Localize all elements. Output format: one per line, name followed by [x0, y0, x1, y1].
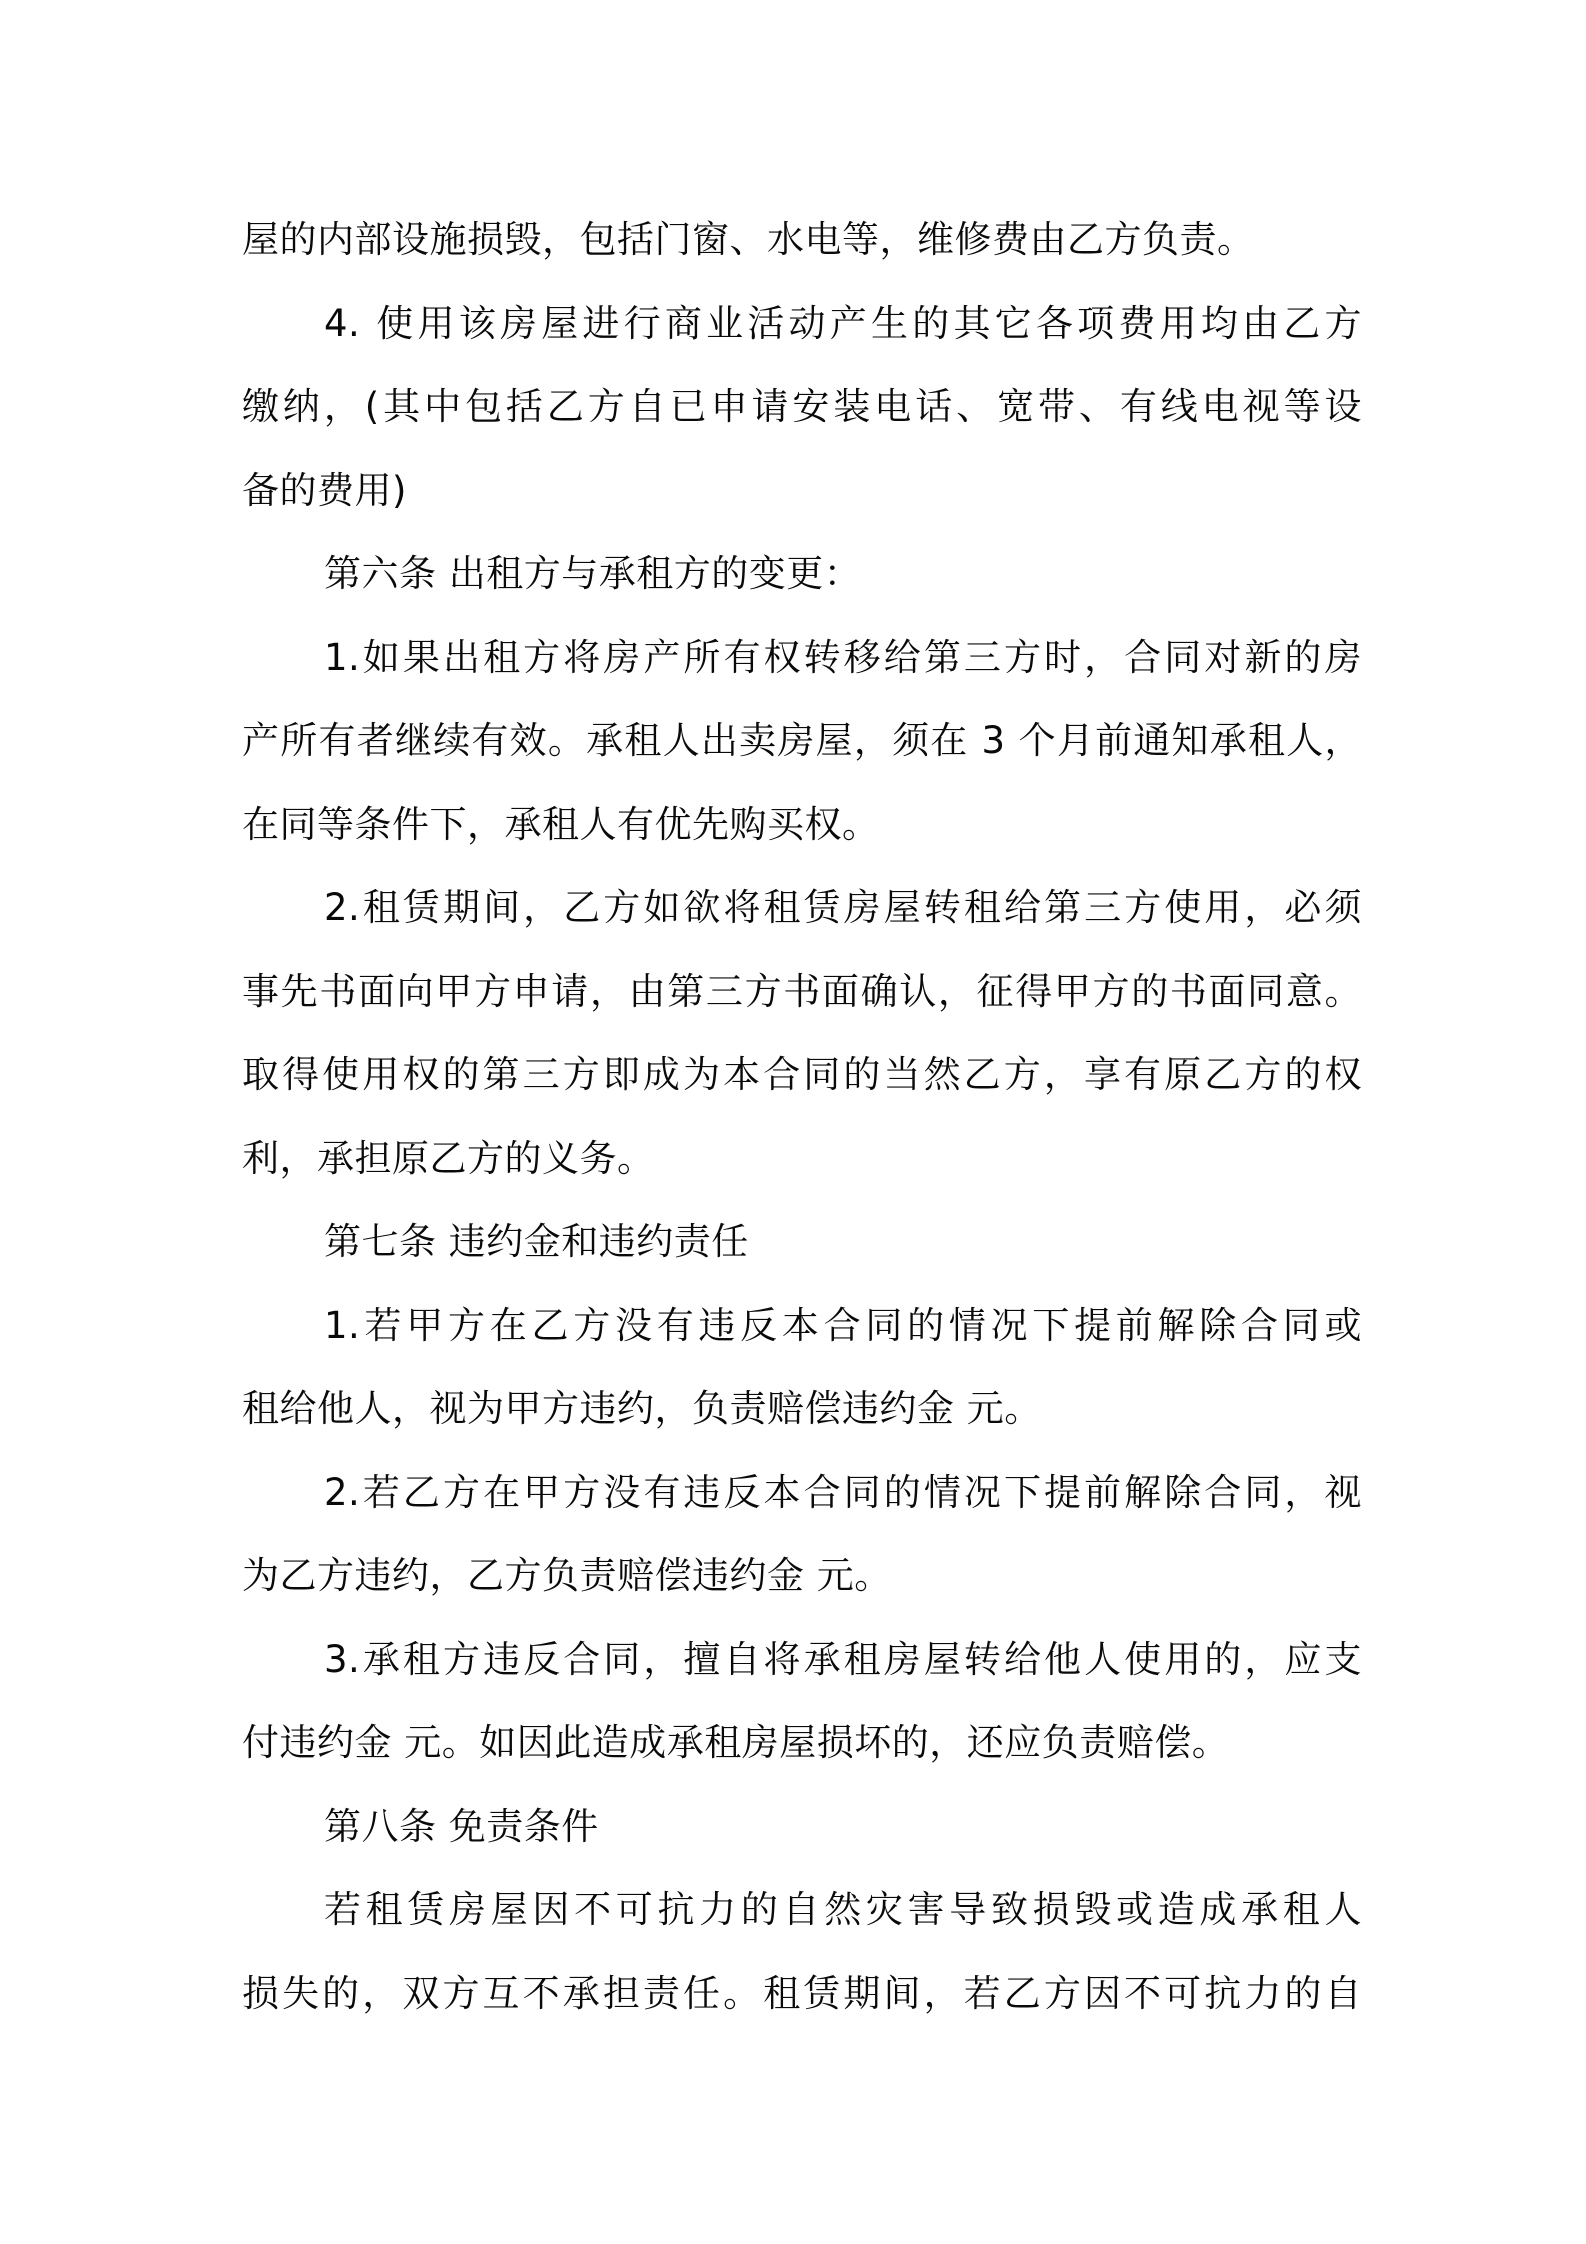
text-line: 2.若乙方在甲方没有违反本合同的情况下提前解除合同，视 [324, 1470, 1362, 1514]
paragraph-article-7-item-3 [242, 1618, 1362, 1785]
heading-article-7 [242, 1200, 1362, 1284]
text-line: 在同等条件下，承租人有优先购买权。 [242, 802, 880, 846]
heading-article-8 [242, 1785, 1362, 1869]
paragraph-article-7-item-2 [242, 1451, 1362, 1618]
text-line: 备的费用) [242, 468, 407, 512]
text-line: 屋的内部设施损毁，包括门窗、水电等，维修费由乙方负责。 [242, 218, 1255, 261]
text-line: 事先书面向甲方申请，由第三方书面确认，征得甲方的书面同意。 [242, 969, 1362, 1013]
text-line: 1.若甲方在乙方没有违反本合同的情况下提前解除合同或 [324, 1303, 1362, 1347]
paragraph-article-7-item-1 [242, 1284, 1362, 1451]
heading-article-6 [242, 532, 1362, 616]
text-line: 2.租赁期间，乙方如欲将租赁房屋转租给第三方使用，必须 [324, 886, 1362, 929]
text-line: 取得使用权的第三方即成为本合同的当然乙方，享有原乙方的权 [242, 1053, 1362, 1096]
text-line: 缴纳，(其中包括乙方自已申请安装电话、宽带、有线电视等设 [242, 385, 1362, 428]
text-line: 利，承担原乙方的义务。 [242, 1136, 655, 1180]
text-line: 1.如果出租方将房产所有权转移给第三方时，合同对新的房 [324, 635, 1362, 679]
section-heading: 第七条 违约金和违约责任 [324, 1220, 749, 1263]
text-line: 付违约金 元。如因此造成承租房屋损坏的，还应负责赔偿。 [242, 1721, 1230, 1764]
text-line: 损失的，双方互不承担责任。租赁期间，若乙方因不可抗力的自 [242, 1971, 1362, 2015]
paragraph-article-6-item-1 [242, 616, 1362, 867]
text-line: 产所有者继续有效。承租人出卖房屋，须在 3 个月前通知承租人， [242, 719, 1362, 762]
paragraph-article-8 [242, 1868, 1362, 2035]
text-line: 3.承租方违反合同，擅自将承租房屋转给他人使用的，应支 [324, 1637, 1362, 1681]
paragraph-item-4 [242, 282, 1362, 533]
paragraph-article-6-item-2 [242, 866, 1362, 1200]
text-line: 4. 使用该房屋进行商业活动产生的其它各项费用均由乙方 [324, 301, 1362, 345]
text-line: 若租赁房屋因不可抗力的自然灾害导致损毁或造成承租人 [324, 1888, 1362, 1931]
document-body [242, 198, 1362, 2035]
text-line: 为乙方违约，乙方负责赔偿违约金 元。 [242, 1554, 892, 1597]
text-line: 租给他人，视为甲方违约，负责赔偿违约金 元。 [242, 1387, 1042, 1430]
section-heading: 第八条 免责条件 [324, 1804, 599, 1848]
paragraph-repair-continuation [242, 198, 1362, 282]
section-heading: 第六条 出租方与承租方的变更： [324, 552, 862, 595]
